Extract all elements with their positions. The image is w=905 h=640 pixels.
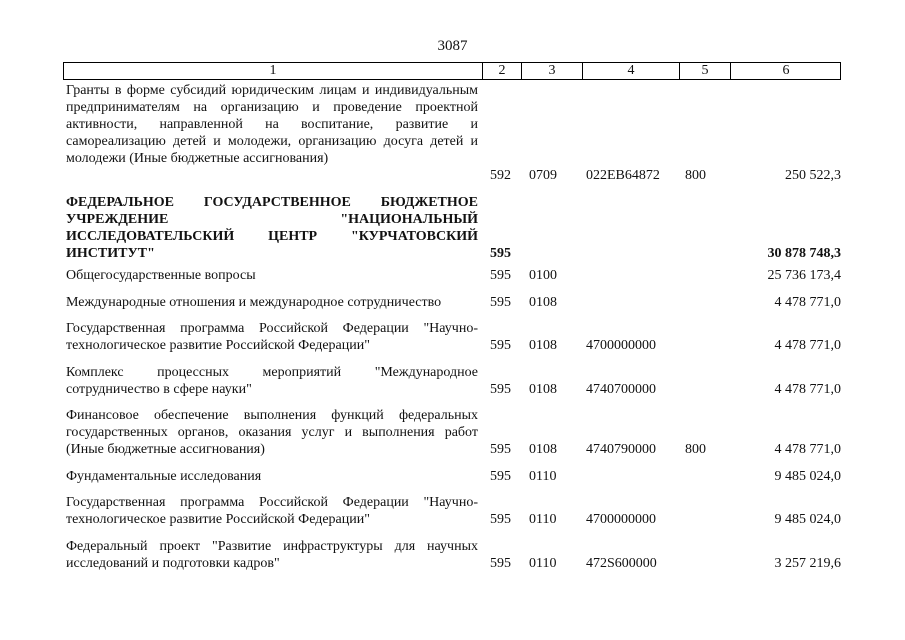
row-code-expense: 800 <box>685 442 706 457</box>
row-name: Государственная программа Российской Федерации "Научно-технологическое развитие Российской Федерации" <box>66 495 478 527</box>
header-col-6: 6 <box>782 63 790 78</box>
row-code-target: 4700000000 <box>586 512 656 527</box>
row-amount: 4 478 771,0 <box>774 338 841 353</box>
row-code-section: 0108 <box>529 338 557 353</box>
row-name: Международные отношения и международное сотрудничество <box>66 295 442 310</box>
row-name: ФЕДЕРАЛЬНОЕ ГОСУДАРСТВЕННОЕ БЮДЖЕТНОЕ УЧРЕЖДЕНИЕ "НАЦИОНАЛЬНЫЙ ИССЛЕДОВАТЕЛЬСКИЙ ЦЕНТР "КУРЧАТОВСКИЙ ИНСТИТУТ" <box>66 195 478 261</box>
row-amount: 4 478 771,0 <box>774 382 841 397</box>
row-code-ministry: 595 <box>490 382 511 397</box>
page-number: 3087 <box>437 38 468 54</box>
header-col-4: 4 <box>627 63 635 78</box>
row-code-target: 472S600000 <box>586 556 657 571</box>
row-code-ministry: 595 <box>490 268 511 283</box>
row-code-ministry: 592 <box>490 168 511 183</box>
row-name: Государственная программа Российской Федерации "Научно-технологическое развитие Российской Федерации" <box>66 321 478 353</box>
table-row <box>63 538 841 572</box>
row-amount: 4 478 771,0 <box>774 295 841 310</box>
row-code-target: 4700000000 <box>586 338 656 353</box>
row-amount: 30 878 748,3 <box>767 246 841 261</box>
row-code-ministry: 595 <box>490 295 511 310</box>
row-name: Федеральный проект "Развитие инфраструктуры для научных исследований и подготовки кадров" <box>66 539 478 571</box>
table-row <box>63 194 841 262</box>
table-row <box>63 267 841 284</box>
header-col-5: 5 <box>701 63 709 78</box>
row-code-ministry: 595 <box>490 556 511 571</box>
row-amount: 9 485 024,0 <box>774 512 841 527</box>
table-row <box>63 320 841 354</box>
row-code-ministry: 595 <box>490 442 511 457</box>
table-row <box>63 468 841 485</box>
row-amount: 3 257 219,6 <box>774 556 841 571</box>
header-col-3: 3 <box>548 63 556 78</box>
table-row <box>63 364 841 398</box>
row-amount: 250 522,3 <box>785 168 841 183</box>
row-name: Фундаментальные исследования <box>66 469 262 484</box>
row-amount: 25 736 173,4 <box>767 268 841 283</box>
row-code-section: 0110 <box>529 469 557 484</box>
row-name: Комплекс процессных мероприятий "Международное сотрудничество в сфере науки" <box>66 365 478 397</box>
row-name: Финансовое обеспечение выполнения функций федеральных государственных органов, оказания услуг и выполнения работ (Иные бюджетные ассигнования) <box>66 408 478 457</box>
row-code-section: 0110 <box>529 512 557 527</box>
row-code-ministry: 595 <box>490 512 511 527</box>
row-code-section: 0108 <box>529 382 557 397</box>
row-amount: 9 485 024,0 <box>774 469 841 484</box>
row-name: Гранты в форме субсидий юридическим лицам и индивидуальным предпринимателям на организацию и проведение проектной активности, направленной на воспитание, развитие и самореализацию детей и молодежи, организацию досуга детей и молодежи (Иные бюджетные ассигнования) <box>66 83 478 166</box>
row-code-expense: 800 <box>685 168 706 183</box>
row-code-target: 022ЕВ64872 <box>586 168 660 183</box>
budget-table <box>63 62 841 571</box>
header-col-2: 2 <box>498 63 506 78</box>
row-code-ministry: 595 <box>490 338 511 353</box>
table-header <box>63 62 841 80</box>
table-row <box>63 294 841 311</box>
header-col-1: 1 <box>269 63 277 78</box>
row-code-section: 0108 <box>529 442 557 457</box>
row-code-section: 0709 <box>529 168 557 183</box>
table-row <box>63 82 841 184</box>
row-code-target: 4740700000 <box>586 382 656 397</box>
row-name: Общегосударственные вопросы <box>66 268 256 283</box>
row-code-section: 0110 <box>529 556 557 571</box>
row-code-target: 4740790000 <box>586 442 656 457</box>
table-row <box>63 407 841 458</box>
row-code-section: 0108 <box>529 295 557 310</box>
row-code-ministry: 595 <box>490 469 511 484</box>
row-code-section: 0100 <box>529 268 557 283</box>
row-code-ministry: 595 <box>490 246 511 261</box>
table-row <box>63 494 841 528</box>
row-amount: 4 478 771,0 <box>774 442 841 457</box>
